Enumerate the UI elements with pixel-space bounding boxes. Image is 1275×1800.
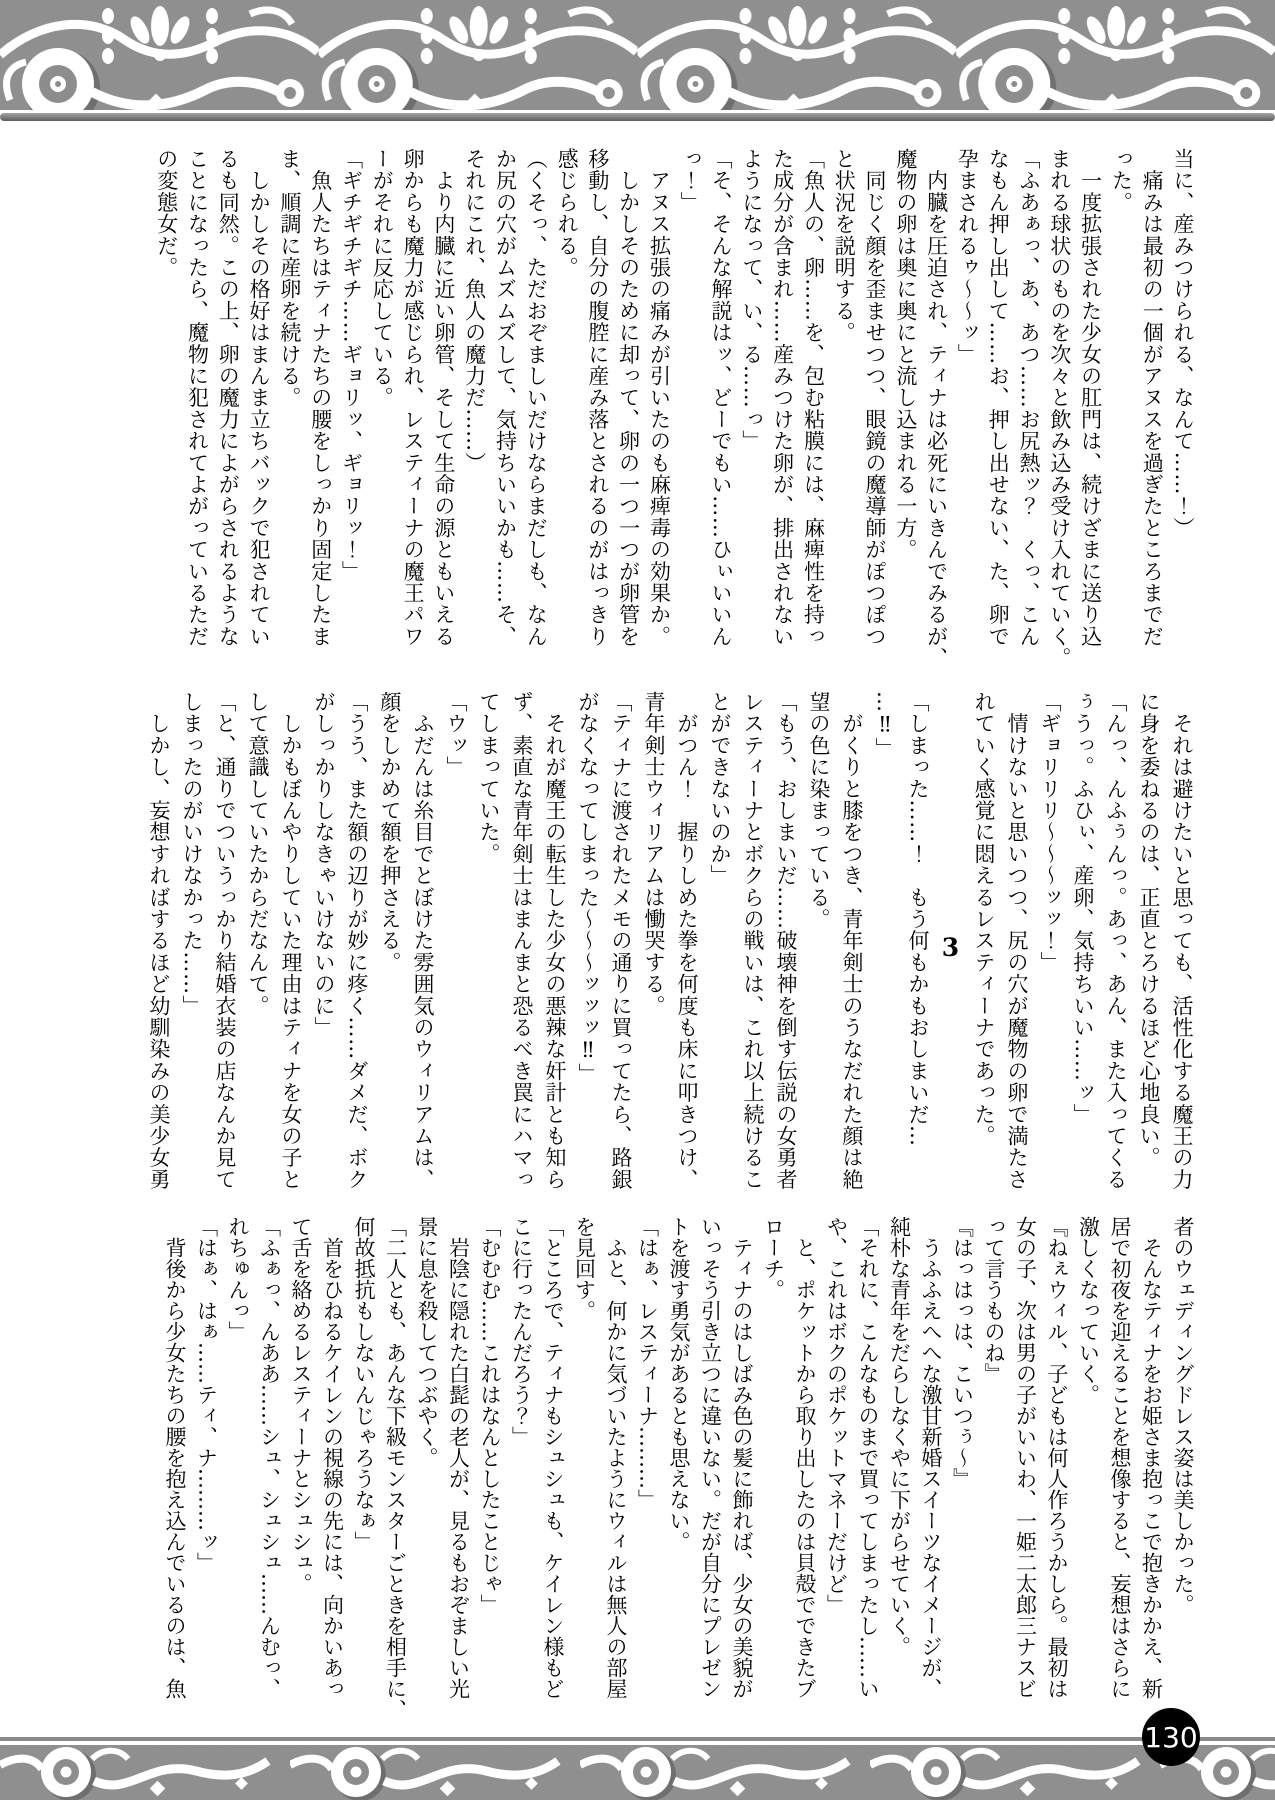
text-column: 「ウッ」 — [444, 691, 468, 778]
text-column: 卵からも魔力が感じられ、レスティーナの魔王パワ — [401, 148, 426, 648]
text-column: 純朴な青年をだらしなくやに下がらせていく。 — [887, 1216, 912, 1657]
text-band-3 — [156, 1216, 1198, 1720]
text-column: ティナのはしばみ色の髪に飾れば、少女の美貌が — [730, 1216, 754, 1699]
ornamental-border-top — [0, 0, 1275, 110]
text-column: 魚人たちはティナたちの腰をしっかり固定したま — [308, 148, 333, 648]
text-column: 何故抵抗もしないんじゃろうなぁ」 — [352, 1216, 376, 1552]
text-column: ーがそれに反応している。 — [370, 148, 395, 409]
text-column: 望の色に染まっている。 — [807, 691, 831, 930]
text-column: 移動し、自分の腹腔に産み落とされるのがはっきり — [585, 148, 610, 648]
text-column: 『はっはっは、こいつぅ〜』 — [950, 1216, 975, 1489]
text-column: 「二人とも、あんな下級モンスターごときを相手に、 — [383, 1216, 408, 1720]
text-column: 「はぁ、はぁ……ティ、ナ………ッ」 — [194, 1216, 219, 1573]
text-column: 『ねぇウィル、子どもは何人作ろうかしら。最初は — [1045, 1216, 1069, 1699]
bottom-divider-line — [0, 1737, 1275, 1741]
text-column: トを渡す勇気があるとも思えない。 — [667, 1216, 691, 1552]
text-column: 当に、産みつけられる、なんて……！） — [1171, 148, 1195, 539]
text-column: 「ところで、ティナもシュシュも、ケイレン様もど — [541, 1216, 565, 1699]
text-column: なもん押し出して……お、押し出せない、た、卵で — [986, 148, 1011, 648]
page-number: 130 — [1144, 1720, 1198, 1754]
text-column: 「しまった……！ もう何もかもおしまいだ… — [906, 691, 930, 1147]
text-column: それが魔王の転生した少女の悪辣な奸計とも知ら — [543, 691, 567, 1191]
text-column: 「それに、こんなものまで買ってしまったし……い — [856, 1216, 880, 1699]
text-column: とができないのか」 — [708, 691, 732, 887]
text-column: 痛みは最初の一個がアヌスを過ぎたところまでだ — [1140, 148, 1165, 648]
text-column: 背後から少女たちの腰を抱え込んでいるのは、魚 — [163, 1216, 187, 1699]
text-column: そんなティナをお姫さま抱っこで抱きかかえ、新 — [1139, 1216, 1164, 1699]
text-column: ふと、何かに気づいたようにウィルは無人の部屋 — [604, 1216, 628, 1699]
text-column: れちゅんっ」 — [226, 1216, 250, 1342]
text-column: 内臓を圧迫され、ティナは必死にいきんでみるが、 — [924, 148, 949, 669]
text-column: がしっかりしなきゃいけないのに」 — [312, 691, 336, 1039]
text-column: しかしその格好はまんま立ちバックで犯されてい — [247, 148, 272, 648]
text-column: それにこれ、魚人の魔力だ……） — [462, 148, 487, 474]
text-column: うふふえへへな激甘新婚スイーツなイメージが、 — [919, 1216, 943, 1699]
text-column: 激しくなっていく。 — [1076, 1216, 1101, 1405]
text-column: がくりと膝をつき、青年剣士のうなだれた顔は絶 — [840, 691, 864, 1191]
text-column: 「ティナに渡されたメモの通りに買ってたら、路銀 — [609, 691, 633, 1191]
text-column: 顔をしかめて額を押さえる。 — [378, 691, 402, 974]
top-divider-bar — [0, 113, 1275, 121]
text-column: 者のウェディングドレス姿は美しかった。 — [1171, 1216, 1195, 1615]
text-column: の変態女だ。 — [154, 148, 179, 279]
text-column: 孕まされるゥ〜〜ッ」 — [955, 148, 980, 365]
text-column: 「ギチギチギチ……ギョリッ、ギョリッ！」 — [339, 148, 364, 582]
text-column: して意識していたからだなんて。 — [246, 691, 270, 1017]
text-column: 青年剣士ウィリアムは慟哭する。 — [642, 691, 666, 1017]
text-band-2 — [140, 691, 1198, 1203]
text-column: しかもぼんやりしていた理由はティナを女の子と — [279, 691, 303, 1191]
text-column: がつん！ 握りしめた拳を何度も床に叩きつけ、 — [675, 691, 699, 1191]
text-column: ぅうっ。ふひぃ、産卵、気持ちいい……ッ」 — [1071, 691, 1095, 1125]
text-column: アヌス拡張の痛みが引いたのも麻痺毒の効果か。 — [647, 148, 672, 648]
text-column: 首をひねるケイレンの視線の先には、向かいあっ — [320, 1216, 345, 1699]
text-column: てしまっていた。 — [477, 691, 501, 865]
text-column: ふだんは糸目でとぼけた雰囲気のウィリアムは、 — [411, 691, 435, 1191]
text-column: るも同然。この上、卵の魔力によがらされるような — [216, 148, 241, 648]
text-column: 一度拡張された少女の肛門は、続けざまに送り込 — [1078, 148, 1103, 648]
text-column: 「むむむ……これはなんとしたことじゃ」 — [478, 1216, 502, 1615]
text-band-1 — [150, 148, 1198, 669]
text-column: 「魚人の、卵……を、包む粘膜には、麻痺性を持っ — [801, 148, 826, 648]
text-column: まれる球状のものを次々と飲み込み受け入れていく。 — [1047, 148, 1072, 669]
ornamental-border-bottom — [0, 1745, 1275, 1800]
text-column: っ！」 — [678, 148, 703, 214]
text-column: に身を委ねるのは、正直とろけるほど心地良い。 — [1137, 691, 1161, 1169]
text-column: 魔物の卵は奥に奥にと流し込まれる一方。 — [893, 148, 918, 561]
text-column: 「と、通りでついうっかり結婚衣装の店なんか見て — [213, 691, 237, 1191]
text-column: 「ギョリリリ〜〜〜ッッ！」 — [1038, 691, 1062, 974]
text-column: 「もう、おしまいだ……破壊神を倒す伝説の女勇者 — [774, 691, 798, 1191]
text-column: 景に息を殺してつぶやく。 — [415, 1216, 439, 1468]
text-column: て舌を絡めるレスティーナとシュシュ。 — [289, 1216, 313, 1594]
text-column: や、これはボクのポケットマネーだけど」 — [824, 1216, 849, 1615]
text-column: 「そ、そんな解説はッ、どーでもい……ひぃいいん — [709, 148, 734, 648]
section-number: 3 — [936, 932, 965, 962]
text-column: しまったのがいけなかった……」 — [180, 691, 204, 1017]
text-column: 情けないと思いつつ、尻の穴が魔物の卵で満たさ — [1005, 691, 1029, 1191]
text-column: ま、順調に産卵を続ける。 — [277, 148, 302, 409]
text-column: こに行ったんだろう？」 — [509, 1216, 534, 1447]
text-column: レスティーナとボクらの戦いは、これ以上続けるこ — [741, 691, 765, 1191]
text-column: 同じく顔を歪ませつつ、眼鏡の魔導師がぽつぽつ — [863, 148, 888, 648]
text-column: を見回す。 — [572, 1216, 597, 1321]
text-column: か尻の穴がムズムズして、気持ちいいかも……そ、 — [493, 148, 518, 648]
text-column: と状況を説明する。 — [832, 148, 857, 344]
text-column: ローチ。 — [761, 1216, 786, 1300]
text-column: いっそう引き立つに違いない。だが自分にプレゼン — [698, 1216, 723, 1699]
text-column: 「うう、また額の辺りが妙に疼く……ダメだ、ボク — [345, 691, 369, 1191]
text-column: 「はぁ、レスティーナ………」 — [635, 1216, 660, 1510]
text-column: ことになったら、魔物に犯されてよがっているただ — [185, 148, 210, 648]
text-column: それは避けたいと思っても、活性化する魔王の力 — [1170, 691, 1194, 1191]
text-column: しかし、妄想すればするほど幼馴染みの美少女勇 — [147, 691, 171, 1191]
text-column: と、ポケットから取り出したのは貝殻でできたブ — [793, 1216, 817, 1699]
text-column: った。 — [1109, 148, 1134, 214]
page-number-badge — [1142, 1708, 1200, 1766]
text-column: 女の子、次は男の子がいいわ、一姫二太郎三ナスビ — [1013, 1216, 1038, 1699]
text-column: 感じられる。 — [555, 148, 580, 279]
text-column: 居で初夜を迎えることを想像すると、妄想はさらに — [1108, 1216, 1132, 1699]
text-column: 「ふあぁっ、あ、あつ……お尻熱ッ？ くっ、こん — [1017, 148, 1042, 648]
text-column: がなくなってしまった〜〜〜ッッッ‼」 — [576, 691, 600, 1085]
text-column: れていく感覚に悶えるレスティーナであった。 — [972, 691, 996, 1147]
text-column: しかしそのために却って、卵の一つ一つが卵管を — [616, 148, 641, 648]
text-column: より内臓に近い卵管、そして生命の源ともいえる — [431, 148, 456, 648]
text-column: ようになって、い、る……っ」 — [739, 148, 764, 452]
text-column: 岩陰に隠れた白髭の老人が、見るもおぞましい光 — [446, 1216, 471, 1699]
text-column: ず、素直な青年剣士はまんまと恐るべき罠にハマっ — [510, 691, 534, 1191]
text-column: …‼」 — [873, 691, 897, 760]
text-column: （くそっ、ただおぞましいだけならまだしも、なん — [524, 148, 549, 648]
text-column: 「んっ、んふぅんっ。あっ、あん、また入ってくる — [1104, 691, 1128, 1191]
text-column: って言うものね』 — [982, 1216, 1006, 1384]
text-column: 「ふぁっ、んああ……シュ、シュシュ……んむっ、 — [257, 1216, 282, 1699]
text-column: た成分が含まれ……産みつけた卵が、排出されない — [770, 148, 795, 648]
